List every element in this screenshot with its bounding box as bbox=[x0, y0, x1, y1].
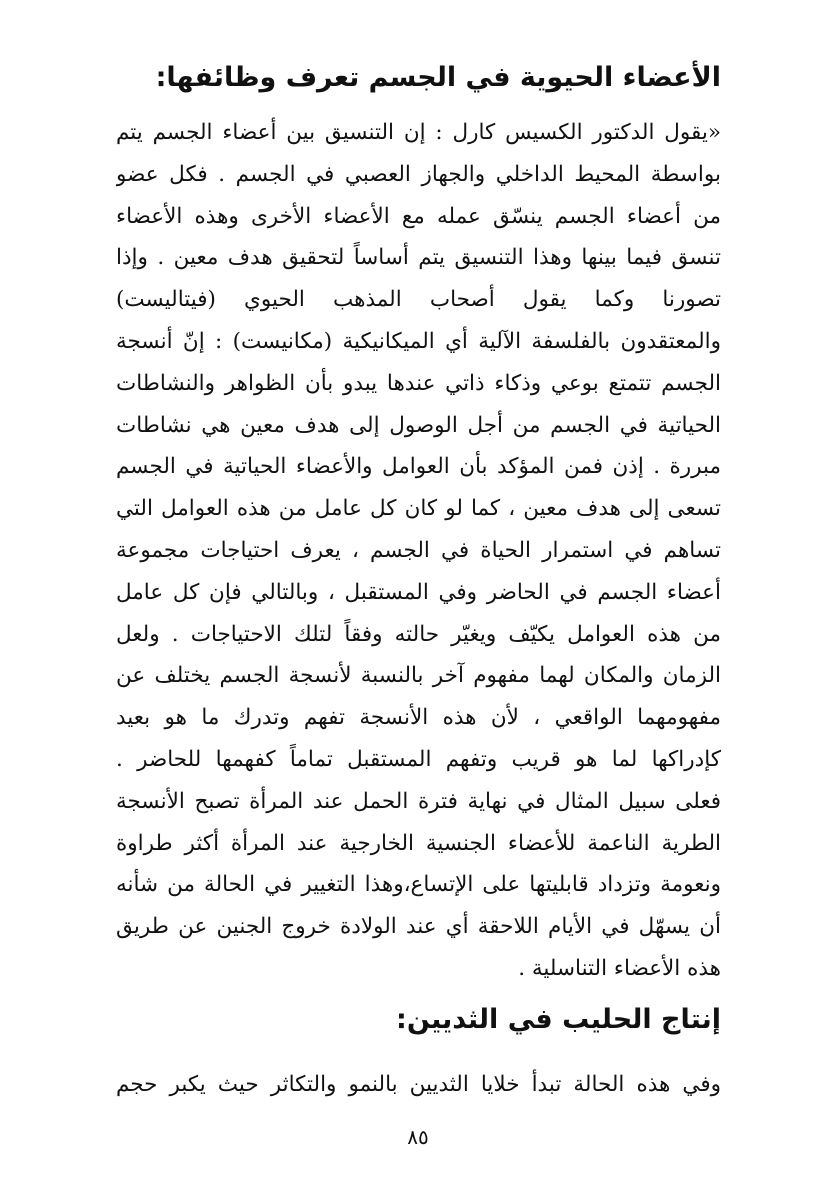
text-line: الزمان والمكان لهما مفهوم آخر بالنسبة لأنسجة الجسم يختلف عن bbox=[116, 663, 721, 689]
text-line: وفي هذه الحالة تبدأ خلايا الثديين بالنمو والتكاثر حيث يكبر حجم bbox=[116, 1072, 721, 1097]
text-line: من أعضاء الجسم ينسّق عمله مع الأعضاء الأخرى وهذه الأعضاء bbox=[116, 203, 721, 229]
paragraph bbox=[116, 112, 721, 990]
text-line: هذه الأعضاء التناسلية . bbox=[518, 955, 721, 981]
page-number: ٨٥ bbox=[407, 1125, 429, 1149]
text-line: الجسم تتمتع بوعي وذكاء ذاتي عندها يبدو بأن الظواهر والنشاطات bbox=[116, 370, 721, 396]
text-line: فعلى سبيل المثال في نهاية فترة الحمل عند المرأة تصبح الأنسجة bbox=[116, 788, 721, 814]
text-line: من هذه العوامل يكيّف ويغيّر حالته وفقاً لتلك الاحتياجات . ولعل bbox=[116, 621, 721, 647]
section-heading: الأعضاء الحيوية في الجسم تعرف وظائفها: bbox=[155, 62, 721, 93]
text-line: تسعى إلى هدف معين ، كما لو كان كل عامل من هذه العوامل التي bbox=[116, 496, 721, 522]
text-line: تنسق فيما بينها وهذا التنسيق يتم أساساً لتحقيق هدف معين . وإذا bbox=[116, 245, 721, 271]
text-line: والمعتقدون بالفلسفة الآلية أي الميكانيكية (مكانيست) : إنّ أنسجة bbox=[116, 328, 721, 354]
text-line: بواسطة المحيط الداخلي والجهاز العصبي في الجسم . فكل عضو bbox=[116, 161, 721, 187]
text-line: «يقول الدكتور الكسيس كارل : إن التنسيق بين أعضاء الجسم يتم bbox=[116, 120, 721, 145]
section-heading: إنتاج الحليب في الثديين: bbox=[396, 1004, 721, 1035]
text-line: كإدراكها لما هو قريب وتفهم المستقبل تماماً كفهمها للحاضر . bbox=[116, 746, 721, 772]
text-line: تساهم في استمرار الحياة في الجسم ، يعرف احتياجات مجموعة bbox=[116, 537, 721, 563]
text-line: ونعومة وتزداد قابليتها على الإتساع،وهذا التغيير في الحالة من شأنه bbox=[116, 872, 721, 898]
text-line: مفهومهما الواقعي ، لأن هذه الأنسجة تفهم وتدرك ما هو بعيد bbox=[116, 705, 721, 731]
text-line: أعضاء الجسم في الحاضر وفي المستقبل ، وبالتالي فإن كل عامل bbox=[116, 579, 721, 605]
paragraph bbox=[116, 1064, 721, 1106]
text-line: الطرية الناعمة للأعضاء الجنسية الخارجية عند المرأة أكثر طراوة bbox=[116, 830, 721, 856]
text-line: تصورنا وكما يقول أصحاب المذهب الحيوي (فيتاليست) bbox=[116, 287, 721, 313]
text-line: الحياتية في الجسم من أجل الوصول إلى هدف معين هي نشاطات bbox=[116, 412, 721, 438]
text-line: مبررة . إذن فمن المؤكد بأن العوامل والأعضاء الحياتية في الجسم bbox=[116, 454, 721, 480]
text-line: أن يسهّل في الأيام اللاحقة أي عند الولادة خروج الجنين عن طريق bbox=[116, 914, 721, 940]
